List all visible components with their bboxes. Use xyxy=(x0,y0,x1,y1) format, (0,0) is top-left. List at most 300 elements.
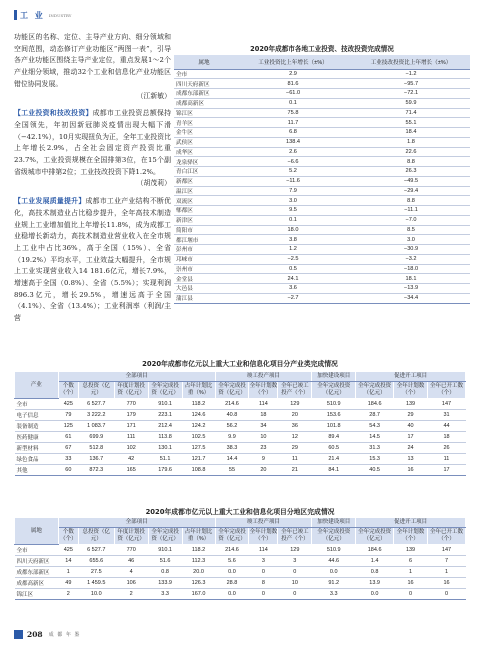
column-header: 个数（个） xyxy=(58,528,78,545)
table-row xyxy=(174,176,470,186)
table-cell: 2.9 xyxy=(234,69,352,79)
table-cell: 56.2 xyxy=(215,421,249,432)
table-investment-by-district xyxy=(174,55,470,304)
table-cell: 184.6 xyxy=(356,399,394,410)
table-cell: 167.0 xyxy=(182,589,215,600)
table-cell: 111 xyxy=(114,432,148,443)
table-cell: 7.9 xyxy=(234,186,352,196)
table-cell: 165 xyxy=(114,465,148,476)
table-cell: 0 xyxy=(394,589,428,600)
row-label: 青白江区 xyxy=(174,167,234,177)
header-accent-bar xyxy=(14,10,17,20)
table-row xyxy=(15,432,466,443)
table-row xyxy=(174,147,470,157)
table-cell: 770 xyxy=(114,399,148,410)
column-header: 全年完成投资（亿元） xyxy=(148,382,182,399)
table-cell: 40.5 xyxy=(356,465,394,476)
table-cell: 129 xyxy=(278,399,312,410)
table-projects-by-district xyxy=(14,517,466,600)
table-row xyxy=(174,69,470,79)
table-cell: −30.9 xyxy=(352,245,470,255)
table-row xyxy=(174,215,470,225)
column-header: 占年计划比重（%） xyxy=(182,528,215,545)
table-cell: 2.6 xyxy=(234,147,352,157)
table-cell: 44 xyxy=(428,421,466,432)
paragraph-industrial-zones: 功能区的名称、定位、主导产业方向、细分领域和空间范围，动态修订产业功能区“两图一表”，引导各产业功能区围绕主导产业定位，重点发展1～2个产业细分领域，推动32个工业和信息化产业功能区错位协同发展。 （江新敏） xyxy=(14,32,171,102)
table-cell: 512.8 xyxy=(78,443,114,454)
table-cell: 3.0 xyxy=(234,196,352,206)
row-label: 武侯区 xyxy=(174,137,234,147)
table-cell: 40 xyxy=(394,421,428,432)
table-cell: 51.6 xyxy=(148,556,182,567)
table-cell: 214.6 xyxy=(215,399,249,410)
table-cell: 26 xyxy=(428,443,466,454)
table-cell: 54.3 xyxy=(356,421,394,432)
table-cell: 1 xyxy=(394,567,428,578)
table2-title: 2020年成都市亿元以上重大工业和信息化项目分产业类完成情况 xyxy=(142,360,338,368)
table-cell: 127.5 xyxy=(182,443,215,454)
table-cell: 22.6 xyxy=(352,147,470,157)
column-header: 属地 xyxy=(174,55,234,69)
table-cell: 125 xyxy=(58,421,78,432)
header-title: 工 业 xyxy=(20,9,45,20)
table-cell: 60 xyxy=(58,465,78,476)
table-cell: 0.0 xyxy=(215,567,249,578)
column-header: 全年完成投资（亿元） xyxy=(215,528,249,545)
table-cell: 16 xyxy=(428,578,466,589)
table-row xyxy=(15,465,466,476)
table-cell: 40.8 xyxy=(215,410,249,421)
table-cell: 1.8 xyxy=(352,137,470,147)
table-cell: 1 459.5 xyxy=(78,578,114,589)
table-cell: 106 xyxy=(114,578,148,589)
table-row xyxy=(174,196,470,206)
table-cell: 18.4 xyxy=(352,128,470,138)
table-cell: 13 xyxy=(394,454,428,465)
paragraph-quality: 【工业发展质量提升】成都市工业产业结构不断优化，高技术制造业占比稳步提升，全年高技术制造业规上工业增加值比上年增长11.8%，成为成都工业稳增长新动力，高技术制造业营业收入在全市规上工业中占比36%，高于全国（15%）、全省（19.2%）平均水平，工业效益大幅提升，全市规上工业实现营业收入14 181.6亿元，增长7.9%，增速高于全国（0.8%）、全省（5.5%）；实现利润896.3亿元，增长29.5%，增速远高于全国（4.1%）、全省（13.4%）；工业利润率（利润/主营 xyxy=(14,197,172,323)
column-header: 占年计划比重（%） xyxy=(182,382,215,399)
row-header: 产业 xyxy=(15,372,59,399)
column-header: 全年完成投资（亿元） xyxy=(312,382,356,399)
table-cell: 3.6 xyxy=(234,284,352,294)
table-cell: 425 xyxy=(58,399,78,410)
row-label: 成都高新区 xyxy=(174,98,234,108)
table-cell: 9 xyxy=(249,454,278,465)
table-row xyxy=(174,98,470,108)
column-header: 全年完成投资（亿元） xyxy=(148,528,182,545)
table-cell: 1.4 xyxy=(356,556,394,567)
table-cell: 1 083.7 xyxy=(78,421,114,432)
row-label: 都江堰市 xyxy=(174,235,234,245)
table-row xyxy=(174,245,470,255)
row-label: 成都东部新区 xyxy=(15,567,59,578)
row-label: 全市 xyxy=(15,545,59,556)
table-cell: 5.2 xyxy=(234,167,352,177)
column-header: 全年完成投资（亿元） xyxy=(215,382,249,399)
table-row xyxy=(174,137,470,147)
table-row xyxy=(15,567,466,578)
table-cell: 136.7 xyxy=(78,454,114,465)
row-label: 成都高新区 xyxy=(15,578,59,589)
table-cell: 8.5 xyxy=(352,225,470,235)
table-cell: 3.0 xyxy=(352,235,470,245)
table-cell: −61.0 xyxy=(234,89,352,99)
table-cell: 179.6 xyxy=(148,465,182,476)
table-row xyxy=(15,443,466,454)
table-cell: 61 xyxy=(58,432,78,443)
table-row xyxy=(174,293,470,303)
table-cell: −95.7 xyxy=(352,79,470,89)
row-label: 蒲江县 xyxy=(174,293,234,303)
table-row xyxy=(174,79,470,89)
group-header: 竣工投产项目 xyxy=(215,372,312,382)
section-heading: 【工业发展质量提升】 xyxy=(14,197,86,206)
footer-accent-box xyxy=(14,630,23,639)
column-header: 个数（个） xyxy=(58,382,78,399)
column-header: 全年计划数（个） xyxy=(249,382,278,399)
group-header: 全部项目 xyxy=(58,372,215,382)
table-cell: 44.6 xyxy=(312,556,356,567)
table-cell: −2.7 xyxy=(234,293,352,303)
row-label: 新型材料 xyxy=(15,443,59,454)
table-cell: 102.5 xyxy=(182,432,215,443)
table-cell: −7.0 xyxy=(352,215,470,225)
table-row xyxy=(174,274,470,284)
row-label: 成都东部新区 xyxy=(174,89,234,99)
table-cell: 24 xyxy=(394,443,428,454)
table-cell: 31.3 xyxy=(356,443,394,454)
table-cell: 108.8 xyxy=(182,465,215,476)
column-header: 全年已竣工投产（个） xyxy=(278,382,312,399)
row-label: 崇州市 xyxy=(174,264,234,274)
table-cell: 0.8 xyxy=(148,567,182,578)
group-header: 促进开工项目 xyxy=(356,518,466,528)
table-row xyxy=(15,410,466,421)
group-header: 竣工投产项目 xyxy=(215,518,312,528)
table-cell: 0.5 xyxy=(234,264,352,274)
row-label: 四川天府新区 xyxy=(174,79,234,89)
table-cell: 11 xyxy=(278,454,312,465)
table-cell: 133.9 xyxy=(148,578,182,589)
row-label: 新津区 xyxy=(174,215,234,225)
table-cell: 0 xyxy=(249,589,278,600)
table-cell: 10.0 xyxy=(78,589,114,600)
table-projects-by-industry xyxy=(14,371,466,476)
table-cell: 59.9 xyxy=(352,98,470,108)
table-cell: 118.2 xyxy=(182,545,215,556)
table-cell: 6.8 xyxy=(234,128,352,138)
table-cell: 179 xyxy=(114,410,148,421)
table-cell: 3 222.2 xyxy=(78,410,114,421)
table-cell: 16 xyxy=(394,578,428,589)
table-cell: 55 xyxy=(215,465,249,476)
table-cell: −6.6 xyxy=(234,157,352,167)
footer-text: 成 都 年 鉴 xyxy=(48,632,81,638)
table-cell: 18.0 xyxy=(234,225,352,235)
table-cell: 112.3 xyxy=(182,556,215,567)
table-cell: 81.6 xyxy=(234,79,352,89)
table-cell: 26.3 xyxy=(352,167,470,177)
row-label: 锦江区 xyxy=(15,589,59,600)
table-cell: 2 xyxy=(114,589,148,600)
table-cell: 872.3 xyxy=(78,465,114,476)
row-label: 锦江区 xyxy=(174,108,234,118)
group-header: 全部项目 xyxy=(58,518,215,528)
table-cell: 147 xyxy=(428,399,466,410)
table-cell: 0 xyxy=(278,567,312,578)
column-header: 全年完成投资（亿元） xyxy=(356,382,394,399)
table-cell: 14.5 xyxy=(356,432,394,443)
table-cell: 0 xyxy=(278,589,312,600)
row-label: 青羊区 xyxy=(174,118,234,128)
row-label: 绿色食品 xyxy=(15,454,59,465)
column-header: 全年计划数（个） xyxy=(249,528,278,545)
table-cell: 3.8 xyxy=(234,235,352,245)
table-row xyxy=(174,264,470,274)
table-cell: 124.2 xyxy=(182,421,215,432)
table-cell: 113.8 xyxy=(148,432,182,443)
body-text-column xyxy=(14,32,171,325)
row-label: 装备制造 xyxy=(15,421,59,432)
row-label: 金牛区 xyxy=(174,128,234,138)
header-subtitle: INDUSTRY xyxy=(48,12,72,18)
group-header: 加快建设项目 xyxy=(312,518,356,528)
table-cell: 126.3 xyxy=(182,578,215,589)
group-header: 促进开工项目 xyxy=(356,372,466,382)
table-cell: 910.1 xyxy=(148,545,182,556)
table-cell: 124.6 xyxy=(182,410,215,421)
table-cell: −34.4 xyxy=(352,293,470,303)
table-cell: −1.2 xyxy=(352,69,470,79)
table-cell: 15.3 xyxy=(356,454,394,465)
table-cell: 171 xyxy=(114,421,148,432)
table-cell: 33 xyxy=(58,454,78,465)
table-cell: 13.9 xyxy=(356,578,394,589)
table-cell: 36 xyxy=(278,421,312,432)
table-cell: 18 xyxy=(428,432,466,443)
table-cell: 31 xyxy=(428,410,466,421)
paragraph-investment: 【工业投资和技改投资】成都市工业投资总额保持全国领先，年初因新冠肺炎疫情出现大幅下滑（−42.1%），10月实现扭负为正，全年工业投资比上年增长2.9%，占全社会固定资产投资比重23.7%，工业投资规模在全国排第3位，在15个副省级城市中排第2位；工业技改投资下降1.2%。 （胡茂莉） xyxy=(14,108,171,190)
table-cell: 1 xyxy=(58,567,78,578)
column-header: 工业投资比上年增长（±%） xyxy=(234,55,352,69)
table-cell: 18.1 xyxy=(352,274,470,284)
table-cell: 0.1 xyxy=(234,98,352,108)
table-cell: 21 xyxy=(278,465,312,476)
table-cell: 0.8 xyxy=(356,567,394,578)
row-label: 大邑县 xyxy=(174,284,234,294)
table-row xyxy=(174,186,470,196)
table-row xyxy=(15,556,466,567)
table-cell: 6 527.7 xyxy=(78,545,114,556)
table-cell: 139 xyxy=(394,399,428,410)
table-cell: 17 xyxy=(394,432,428,443)
row-label: 成华区 xyxy=(174,147,234,157)
table-cell: 67 xyxy=(58,443,78,454)
table-cell: 75.8 xyxy=(234,108,352,118)
table-cell: −2.5 xyxy=(234,254,352,264)
table-cell: 20 xyxy=(249,465,278,476)
table-cell: 510.9 xyxy=(312,399,356,410)
table-cell: 3 xyxy=(249,556,278,567)
table-cell: 9.5 xyxy=(234,206,352,216)
table-cell: 18 xyxy=(249,410,278,421)
column-header: 全年已开工数（个） xyxy=(428,382,466,399)
row-label: 电子信息 xyxy=(15,410,59,421)
table-cell: 38.3 xyxy=(215,443,249,454)
page-header xyxy=(14,9,71,21)
row-label: 龙泉驿区 xyxy=(174,157,234,167)
table-cell: 9.9 xyxy=(215,432,249,443)
table-cell: 3 xyxy=(278,556,312,567)
table-cell: 8 xyxy=(249,578,278,589)
table-row xyxy=(174,254,470,264)
table-row xyxy=(15,589,466,600)
column-header: 全年完成投资（亿元） xyxy=(312,528,356,545)
table-cell: 14 xyxy=(58,556,78,567)
table-cell: 12 xyxy=(278,432,312,443)
column-header: 全年已竣工投产（个） xyxy=(278,528,312,545)
table-cell: 79 xyxy=(58,410,78,421)
table-cell: 910.1 xyxy=(148,399,182,410)
table-cell: 2 xyxy=(58,589,78,600)
table-cell: 42 xyxy=(114,454,148,465)
table-cell: 11 xyxy=(428,454,466,465)
table-cell: 138.4 xyxy=(234,137,352,147)
table-cell: 214.6 xyxy=(215,545,249,556)
column-header: 工业技改投资比上年增长（±%） xyxy=(352,55,470,69)
column-header: 年度计划投资（亿元） xyxy=(114,382,148,399)
table-cell: 6 527.7 xyxy=(78,399,114,410)
table-cell: 16 xyxy=(394,465,428,476)
table-row xyxy=(174,108,470,118)
table-cell: 24.1 xyxy=(234,274,352,284)
row-label: 四川天府新区 xyxy=(15,556,59,567)
table-cell: 101.8 xyxy=(312,421,356,432)
table-cell: 28.8 xyxy=(215,578,249,589)
table-cell: −72.1 xyxy=(352,89,470,99)
table-row xyxy=(174,206,470,216)
table-cell: 6 xyxy=(394,556,428,567)
table-row xyxy=(15,454,466,465)
table-cell: 3.3 xyxy=(148,589,182,600)
table-cell: −11.6 xyxy=(234,176,352,186)
table-cell: 51.1 xyxy=(148,454,182,465)
author-credit: （江新敏） xyxy=(136,91,171,100)
column-header: 全年计划数（个） xyxy=(394,528,428,545)
table-cell: 510.9 xyxy=(312,545,356,556)
table-cell: 29 xyxy=(394,410,428,421)
table-cell: 223.1 xyxy=(148,410,182,421)
table-cell: 212.4 xyxy=(148,421,182,432)
page-number: 208 xyxy=(27,630,43,639)
table-cell: 118.2 xyxy=(182,399,215,410)
table-cell: 20.0 xyxy=(182,567,215,578)
table-cell: −13.9 xyxy=(352,284,470,294)
table-cell: 55.1 xyxy=(352,118,470,128)
table-cell: 147 xyxy=(428,545,466,556)
row-label: 其他 xyxy=(15,465,59,476)
table-cell: 5.6 xyxy=(215,556,249,567)
row-label: 金堂县 xyxy=(174,274,234,284)
table-cell: 84.1 xyxy=(312,465,356,476)
column-header: 全年已开工数（个） xyxy=(428,528,466,545)
table-cell: 71.4 xyxy=(352,108,470,118)
table-cell: 28.7 xyxy=(356,410,394,421)
table-row xyxy=(174,167,470,177)
row-label: 郫都区 xyxy=(174,206,234,216)
table-cell: 27.5 xyxy=(78,567,114,578)
table-cell: 425 xyxy=(58,545,78,556)
table-cell: 91.2 xyxy=(312,578,356,589)
table-cell: 49 xyxy=(58,578,78,589)
table-row xyxy=(174,128,470,138)
table-cell: 60.5 xyxy=(312,443,356,454)
table-row xyxy=(174,235,470,245)
row-label: 全市 xyxy=(15,399,59,410)
table-cell: 0.0 xyxy=(312,567,356,578)
table-cell: 102 xyxy=(114,443,148,454)
table-cell: 0.0 xyxy=(356,589,394,600)
table-cell: 153.6 xyxy=(312,410,356,421)
table-cell: 17 xyxy=(428,465,466,476)
table-row xyxy=(174,157,470,167)
table-cell: 10 xyxy=(249,432,278,443)
table-cell: 121.7 xyxy=(182,454,215,465)
table-cell: 10 xyxy=(278,578,312,589)
row-label: 医药健康 xyxy=(15,432,59,443)
table-cell: 114 xyxy=(249,545,278,556)
table-cell: 34 xyxy=(249,421,278,432)
row-label: 简阳市 xyxy=(174,225,234,235)
table-cell: −29.4 xyxy=(352,186,470,196)
table-cell: 0.1 xyxy=(234,215,352,225)
table-cell: 29 xyxy=(278,443,312,454)
row-label: 全市 xyxy=(174,69,234,79)
row-label: 双流区 xyxy=(174,196,234,206)
table1-title: 2020年成都市各地工业投资、技改投资完成情况 xyxy=(250,45,394,53)
page-footer xyxy=(14,630,80,639)
table-cell: 699.9 xyxy=(78,432,114,443)
column-header: 全年计划数（个） xyxy=(394,382,428,399)
group-header: 加快建设项目 xyxy=(312,372,356,382)
table-cell: 0 xyxy=(249,567,278,578)
table-row xyxy=(15,545,466,556)
table-cell: 20 xyxy=(278,410,312,421)
row-label: 邛崃市 xyxy=(174,254,234,264)
table-cell: −11.1 xyxy=(352,206,470,216)
row-label: 彭州市 xyxy=(174,245,234,255)
table-cell: 46 xyxy=(114,556,148,567)
table-cell: 23 xyxy=(249,443,278,454)
table-row xyxy=(174,284,470,294)
table-cell: 1.2 xyxy=(234,245,352,255)
table3-title: 2020年成都市亿元以上重大工业和信息化项目分地区完成情况 xyxy=(145,508,335,516)
author-credit: （胡茂莉） xyxy=(136,179,171,188)
table-row xyxy=(174,89,470,99)
table-cell: 114 xyxy=(249,399,278,410)
table-row xyxy=(174,225,470,235)
table-cell: 184.6 xyxy=(356,545,394,556)
column-header: 年度计划投资（亿元） xyxy=(114,528,148,545)
table-cell: 0 xyxy=(428,589,466,600)
row-label: 新都区 xyxy=(174,176,234,186)
table-row xyxy=(15,399,466,410)
table-cell: 1 xyxy=(428,567,466,578)
table-cell: 14.4 xyxy=(215,454,249,465)
table-cell: −3.2 xyxy=(352,254,470,264)
table-row xyxy=(15,421,466,432)
row-header: 属地 xyxy=(15,518,59,545)
